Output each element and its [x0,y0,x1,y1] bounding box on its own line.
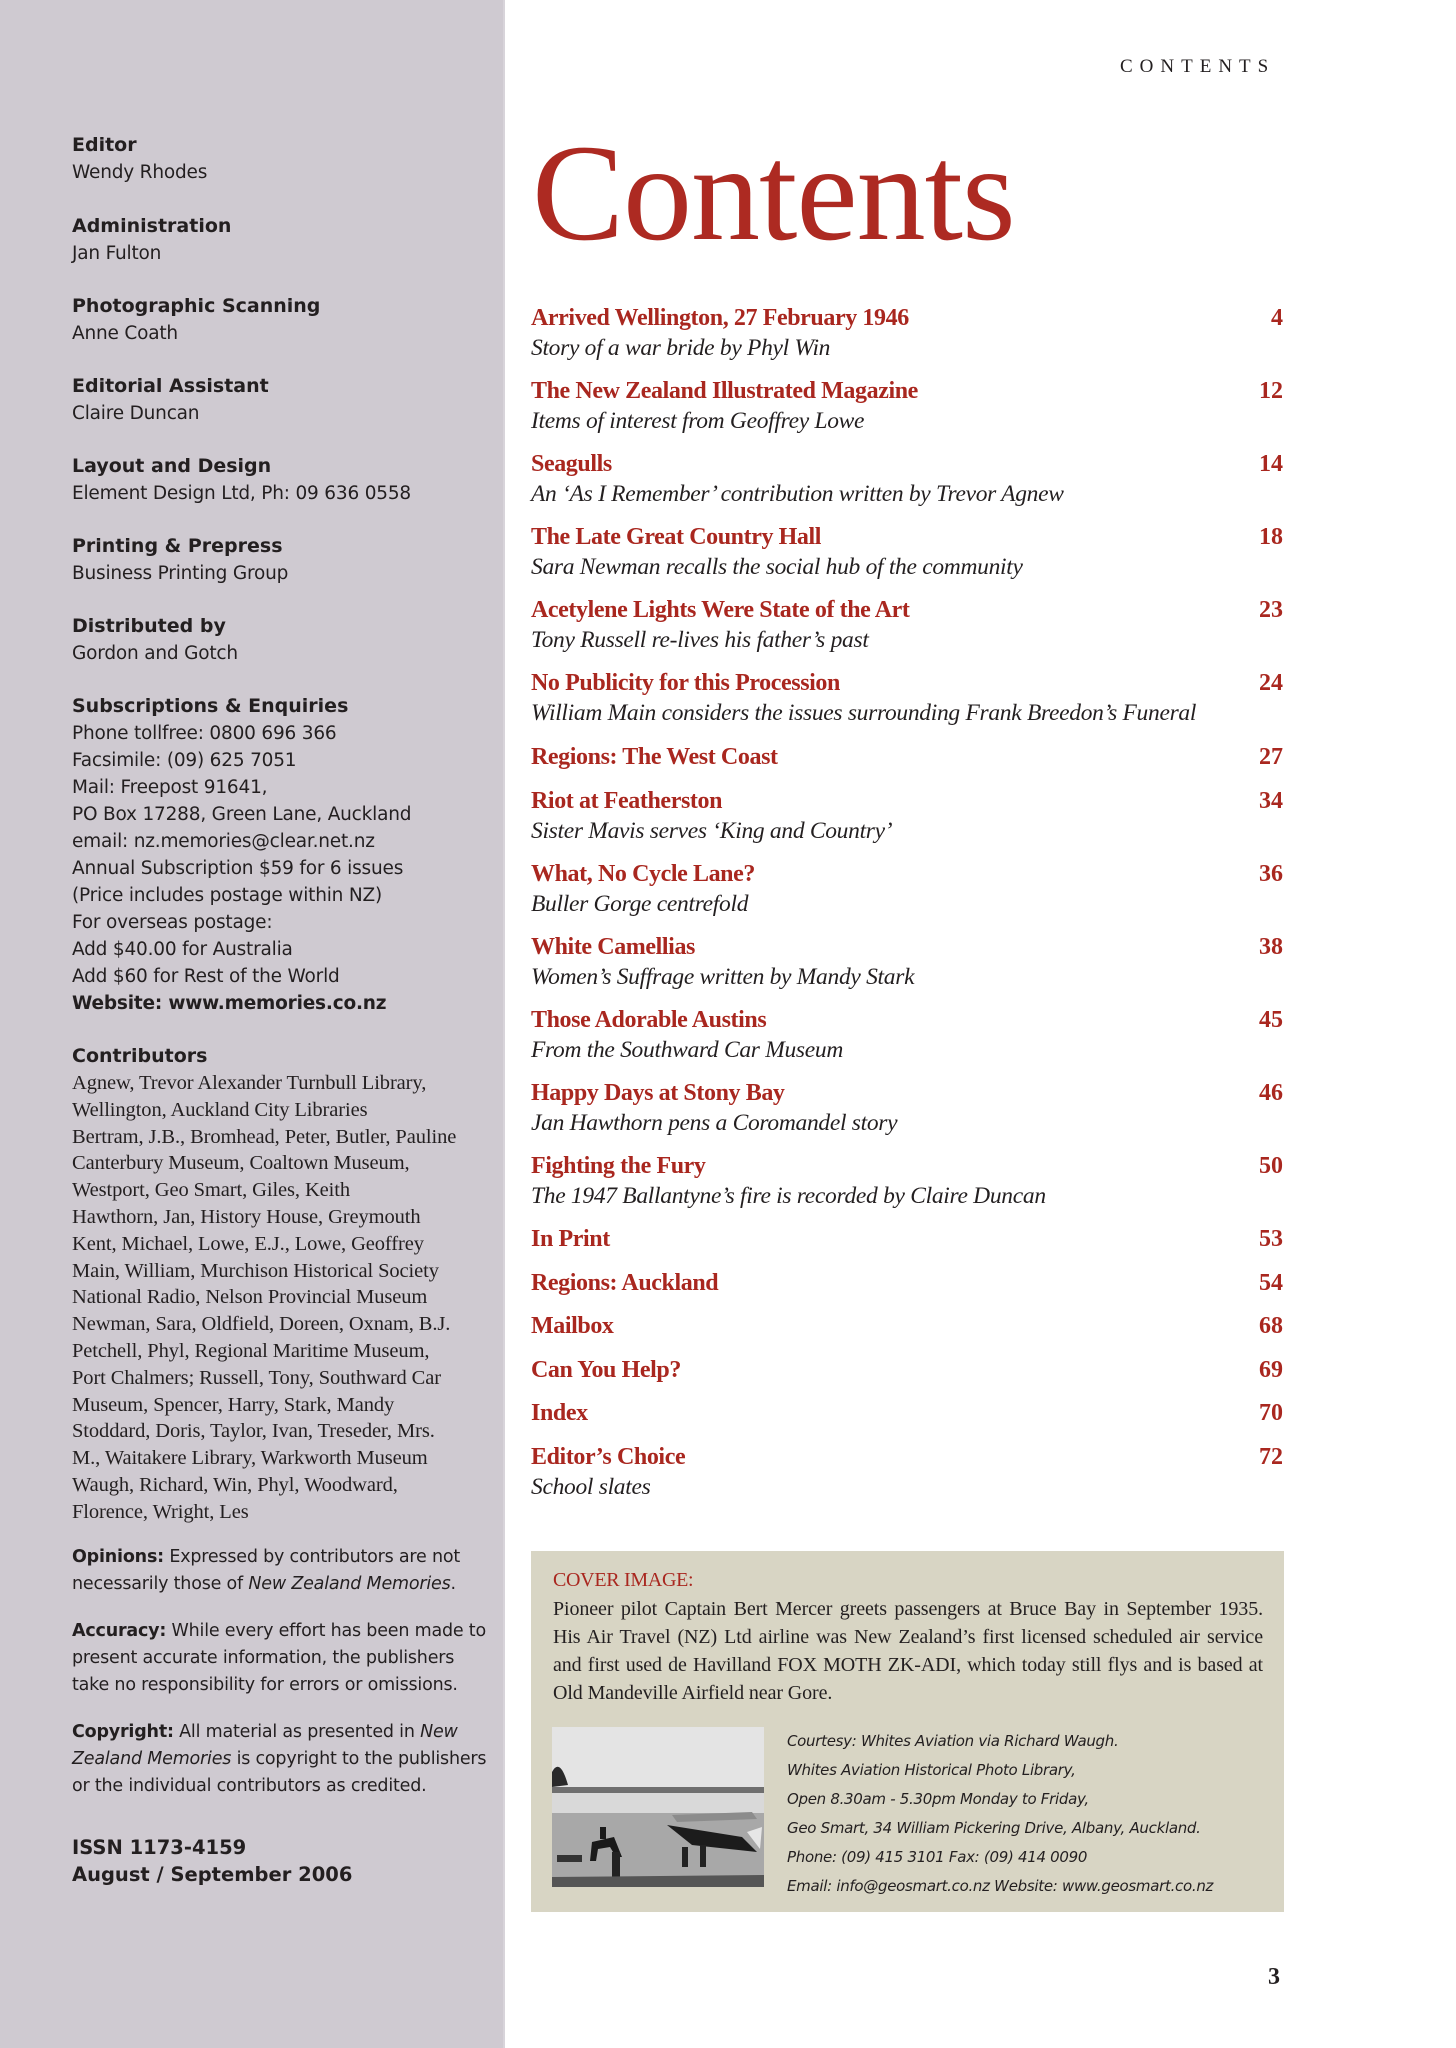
toc-title[interactable]: Index [531,1400,588,1426]
toc-page: 4 [1271,305,1283,331]
toc-entry[interactable] [531,786,1283,846]
subscription-line: (Price includes postage within NZ) [72,885,382,906]
subscription-email[interactable]: email: nz.memories@clear.net.nz [72,831,375,852]
credit-editor [72,132,492,186]
toc-page: 14 [1259,451,1283,477]
toc-page: 12 [1259,378,1283,404]
copyright-text: All material as presented in [173,1722,421,1742]
toc-subtitle: An ‘As I Remember’ contribution written by Trevor Agnew [531,481,1064,507]
cover-credits [787,1727,1213,1901]
toc-page: 70 [1259,1400,1283,1426]
credit-value: Claire Duncan [72,403,200,424]
toc-title[interactable]: Seagulls [531,451,612,477]
toc-page: 53 [1259,1226,1283,1252]
credit-line: Whites Aviation Historical Photo Library, [787,1761,1076,1779]
magazine-name: New Zealand Memories [72,1722,458,1769]
toc-title[interactable]: No Publicity for this Procession [531,670,840,696]
toc-entry[interactable] [531,668,1283,728]
credit-line: Open 8.30am - 5.30pm Monday to Friday, [787,1790,1089,1808]
credit-label: Distributed by [72,615,226,637]
credit-value: Gordon and Gotch [72,643,238,664]
toc-page: 23 [1259,597,1283,623]
toc-entry[interactable] [531,1224,1283,1254]
toc-page: 34 [1259,788,1283,814]
toc-subtitle: The 1947 Ballantyne’s fire is recorded by Claire Duncan [531,1183,1046,1209]
credit-line: Phone: (09) 415 3101 Fax: (09) 414 0090 [787,1848,1088,1866]
cover-image-caption: Pioneer pilot Captain Bert Mercer greets passengers at Bruce Bay in September 1935. His Air Travel (NZ) Ltd airline was New Zealand’s first licensed scheduled air service and first used de Havilland FOX MOTH ZK-ADI, which today still flys and is based at Old Mandeville Airfield near Gore. [553,1598,1263,1704]
magazine-name: New Zealand Memories [248,1574,451,1594]
masthead-sidebar [0,0,505,2048]
contributor-line: M., Waitakere Library, Warkworth Museum [72,1447,428,1470]
contributor-line: Hawthorn, Jan, History House, Greymouth [72,1205,421,1228]
contributor-line: Florence, Wright, Les [72,1500,249,1523]
toc-page: 18 [1259,524,1283,550]
toc-title[interactable]: The Late Great Country Hall [531,524,822,550]
toc-entry[interactable] [531,1311,1283,1341]
accuracy-text: While every effort has been made to present accurate information, the publishers take no responsibility for errors or omissions. [72,1621,486,1695]
toc-page: 50 [1259,1153,1283,1179]
credit-label: Administration [72,215,232,237]
credit-label: Printing & Prepress [72,535,283,557]
toc-page: 69 [1259,1357,1283,1383]
issue-info [72,1834,492,1888]
toc-title[interactable]: Regions: Auckland [531,1270,719,1296]
subscriptions-block [72,693,492,1017]
contributor-line: Main, William, Murchison Historical Society [72,1259,439,1282]
toc-entry[interactable] [531,1005,1283,1065]
toc-subtitle: Items of interest from Geoffrey Lowe [531,408,865,434]
cover-image-label: COVER IMAGE: [553,1569,694,1591]
website-link[interactable]: Website: www.memories.co.nz [72,993,387,1014]
subscription-line: Phone tollfree: 0800 696 366 [72,723,337,744]
toc-entry[interactable] [531,742,1283,772]
subscription-line: Annual Subscription $59 for 6 issues [72,858,404,879]
subscription-line: Facsimile: (09) 625 7051 [72,750,297,771]
toc-entry[interactable] [531,595,1283,655]
toc-subtitle: From the Southward Car Museum [531,1037,844,1063]
toc-entry[interactable] [531,1151,1283,1211]
credit-contact-line[interactable]: Email: info@geosmart.co.nz Website: www.geosmart.co.nz [787,1877,1214,1895]
toc-subtitle: Tony Russell re-lives his father’s past [531,627,869,653]
toc-entry[interactable] [531,522,1283,582]
toc-entry[interactable] [531,932,1283,992]
toc-subtitle: Buller Gorge centrefold [531,891,749,917]
toc-subtitle: Story of a war bride by Phyl Win [531,335,831,361]
toc-page: 27 [1259,744,1283,770]
toc-entry[interactable] [531,1442,1283,1502]
credit-distributed-by [72,613,492,667]
credit-administration [72,213,492,267]
toc-title[interactable]: Happy Days at Stony Bay [531,1080,785,1106]
toc-title[interactable]: Those Adorable Austins [531,1007,767,1033]
contributor-line: Stoddard, Doris, Taylor, Ivan, Treseder, Mrs. [72,1420,435,1443]
toc-subtitle: Sara Newman recalls the social hub of the community [531,554,1023,580]
toc-page: 72 [1259,1444,1283,1470]
toc-entry[interactable] [531,859,1283,919]
toc-entry[interactable] [531,1355,1283,1385]
contributor-line: Bertram, J.B., Bromhead, Peter, Butler, Pauline [72,1125,457,1148]
credit-line: Courtesy: Whites Aviation via Richard Waugh. [787,1732,1119,1750]
contributor-line: Westport, Geo Smart, Giles, Keith [72,1179,351,1202]
toc-entry[interactable] [531,449,1283,509]
toc-title[interactable]: Arrived Wellington, 27 February 1946 [531,305,909,331]
toc-subtitle: School slates [531,1474,651,1500]
contributor-line: Port Chalmers; Russell, Tony, Southward Car [72,1366,441,1389]
credit-label: Layout and Design [72,455,272,477]
contributor-line: Canterbury Museum, Coaltown Museum, [72,1152,410,1175]
toc-title[interactable]: Acetylene Lights Were State of the Art [531,597,910,623]
toc-page: 54 [1259,1270,1283,1296]
credit-label: Editorial Assistant [72,375,269,397]
contributor-line: Petchell, Phyl, Regional Maritime Museum, [72,1339,430,1362]
toc-page: 46 [1259,1080,1283,1106]
opinions-note [72,1544,492,1598]
toc-title[interactable]: Regions: The West Coast [531,744,778,770]
issn: ISSN 1173-4159 [72,1836,247,1859]
cover-image-box [531,1551,1284,1912]
toc-title[interactable]: Mailbox [531,1313,614,1339]
contributor-line: Kent, Michael, Lowe, E.J., Lowe, Geoffrey [72,1232,424,1255]
toc-title[interactable]: The New Zealand Illustrated Magazine [531,378,918,404]
credit-label: Photographic Scanning [72,295,321,317]
issue-date: August / September 2006 [72,1863,353,1886]
contributor-line: Wellington, Auckland City Libraries [72,1098,368,1121]
subscription-line: Add $60 for Rest of the World [72,966,340,987]
toc-entry[interactable] [531,1268,1283,1298]
credit-layout-design [72,453,492,507]
opinions-text-end: . [450,1574,456,1594]
credit-value: Anne Coath [72,323,178,344]
contributor-line: Agnew, Trevor Alexander Turnbull Library, [72,1072,427,1094]
cover-photo [552,1727,764,1887]
contributor-line: Newman, Sara, Oldfield, Doreen, Oxnam, B.J. [72,1313,451,1336]
toc-entry[interactable] [531,376,1283,436]
opinions-label: Opinions: [72,1547,164,1567]
page-title: Contents [532,116,1015,269]
contributors-label: Contributors [72,1045,208,1067]
toc-page: 38 [1259,934,1283,960]
toc-page: 36 [1259,861,1283,887]
toc-subtitle: William Main considers the issues surrounding Frank Breedon’s Funeral [531,700,1197,726]
credit-value: Business Printing Group [72,563,289,584]
credit-value: Jan Fulton [72,243,162,264]
running-head: CONTENTS [1120,56,1276,77]
contributor-line: Waugh, Richard, Win, Phyl, Woodward, [72,1473,398,1496]
opinions-text: Expressed by contributors are not necessarily those of [72,1547,461,1594]
biplane-beach-photo-icon [552,1727,764,1887]
toc-subtitle: Women’s Suffrage written by Mandy Stark [531,964,915,990]
subscription-line: Add $40.00 for Australia [72,939,293,960]
toc-title[interactable]: Fighting the Fury [531,1153,706,1179]
copyright-label: Copyright: [72,1722,174,1742]
toc-entry[interactable] [531,1078,1283,1138]
toc-title[interactable]: Riot at Featherston [531,788,723,814]
subscription-line: Mail: Freepost 91641, [72,777,268,798]
contributors-block [72,1043,492,1526]
toc-title[interactable]: What, No Cycle Lane? [531,861,755,887]
credit-printing [72,533,492,587]
toc-page: 45 [1259,1007,1283,1033]
subscriptions-label: Subscriptions & Enquiries [72,695,349,717]
subscription-line: For overseas postage: [72,912,273,933]
toc-title[interactable]: Editor’s Choice [531,1444,686,1470]
contributor-line: Museum, Spencer, Harry, Stark, Mandy [72,1393,395,1416]
toc-title[interactable]: Can You Help? [531,1357,681,1383]
contributor-line: National Radio, Nelson Provincial Museum [72,1286,428,1309]
toc-entry[interactable] [531,1398,1283,1428]
toc-title[interactable]: White Camellias [531,934,695,960]
credit-line: Geo Smart, 34 William Pickering Drive, Albany, Auckland. [787,1819,1201,1837]
credit-value: Wendy Rhodes [72,162,208,183]
toc-subtitle: Sister Mavis serves ‘King and Country’ [531,818,893,844]
toc-title[interactable]: In Print [531,1226,610,1252]
copyright-text-end: is copyright to the publishers or the individual contributors as credited. [72,1749,487,1796]
page-number: 3 [1268,1964,1280,1990]
credit-label: Editor [72,134,137,156]
credit-editorial-assistant [72,373,492,427]
toc-subtitle: Jan Hawthorn pens a Coromandel story [531,1110,898,1136]
toc-page: 24 [1259,670,1283,696]
credit-photographic-scanning [72,293,492,347]
toc-entry[interactable] [531,303,1283,363]
toc-page: 68 [1259,1313,1283,1339]
accuracy-label: Accuracy: [72,1621,167,1641]
accuracy-note [72,1618,492,1699]
copyright-note [72,1719,492,1800]
subscription-line: PO Box 17288, Green Lane, Auckland [72,804,412,825]
credit-value: Element Design Ltd, Ph: 09 636 0558 [72,483,411,504]
